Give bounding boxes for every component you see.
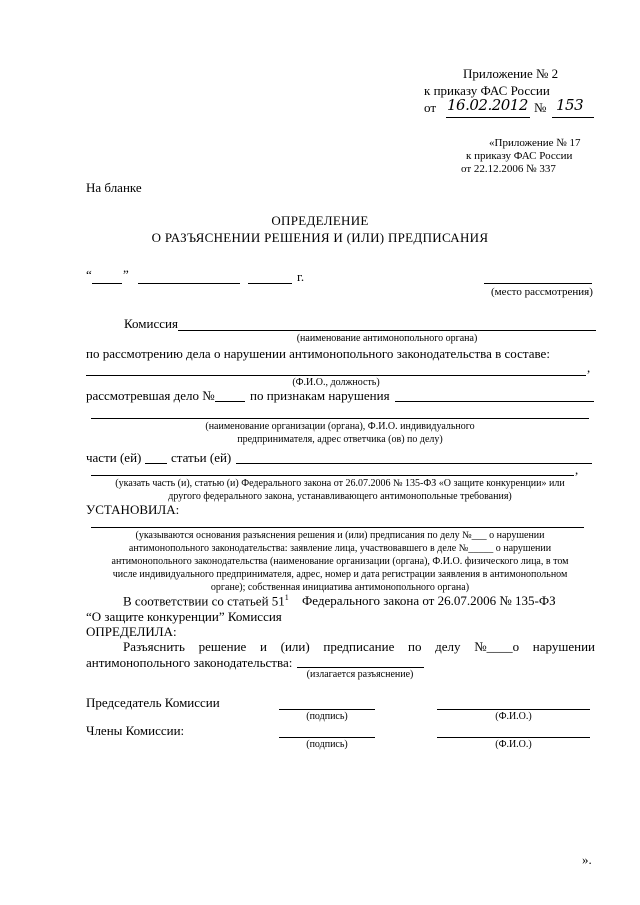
determined-word-8: №____о xyxy=(474,639,520,654)
org-caption-line-2: предпринимателя, адрес ответчика (ов) по делу) xyxy=(237,434,443,445)
established-note-line-1: (указываются основания разъяснения решения и (или) предписания по делу №___ о нарушении xyxy=(135,530,545,541)
determined-line-2: антимонопольного законодательства: xyxy=(86,655,293,670)
document-title: ОПРЕДЕЛЕНИЕ xyxy=(271,213,369,228)
on-letterhead: На бланке xyxy=(86,180,142,195)
chairman-fio-caption: (Ф.И.О.) xyxy=(495,711,532,722)
determined-word-3: и xyxy=(260,639,267,654)
members-blank xyxy=(86,375,586,376)
place-blank xyxy=(484,283,592,284)
established-note-line-5: органе); собственная инициатива антимонопольного органа) xyxy=(210,582,470,593)
appendix-number-underline xyxy=(552,117,594,118)
chairman-signature-blank xyxy=(279,709,375,710)
date-month-blank xyxy=(138,283,240,284)
case-middle: по признакам нарушения xyxy=(250,388,390,403)
fio-position-caption: (Ф.И.О., должность) xyxy=(292,377,380,388)
law-caption-line-1: (указать часть (и), статью (и) Федерального закона от 26.07.2006 № 135-ФЗ «О защите конкуренции» или xyxy=(115,478,565,489)
date-year-blank xyxy=(248,283,292,284)
document-subtitle: О РАЗЪЯСНЕНИИ РЕШЕНИЯ И (ИЛИ) ПРЕДПИСАНИЯ xyxy=(151,230,489,245)
articles-end-comma: , xyxy=(575,462,579,477)
handwritten-number: 153 xyxy=(556,96,584,114)
member-signature-blank xyxy=(279,737,375,738)
appendix-date-underline xyxy=(446,117,530,118)
date-day-blank xyxy=(92,283,122,284)
commission-caption: (наименование антимонопольного органа) xyxy=(296,333,478,344)
determined-line-1 xyxy=(123,639,595,655)
review-text: по рассмотрению дела о нарушении антимонопольного законодательства в составе: xyxy=(86,346,550,361)
accordance-text-end: Федерального закона от 26.07.2006 № 135-ФЗ xyxy=(302,593,556,609)
explanation-caption: (излагается разъяснение) xyxy=(306,669,414,680)
appendix-line-1: Приложение № 2 xyxy=(463,66,559,81)
determined-word-1: Разъяснить xyxy=(123,639,185,654)
closing-mark: ». xyxy=(582,852,592,867)
accordance-line-2: “О защите конкуренции” Комиссия xyxy=(86,609,282,624)
chairman-label: Председатель Комиссии xyxy=(86,695,220,710)
chairman-fio-blank xyxy=(437,709,590,710)
established-note-line-3: антимонопольного законодательства (наименование организации (органа), Ф.И.О. физического лица, в том xyxy=(111,556,569,567)
handwritten-date: 16.02.2012 xyxy=(447,96,528,114)
accordance-line-1 xyxy=(123,593,556,609)
determined-word-6: по xyxy=(408,639,422,654)
determined-heading: ОПРЕДЕЛИЛА: xyxy=(86,624,177,639)
explanation-blank xyxy=(297,667,424,668)
determined-word-2: решение xyxy=(198,639,247,654)
member-sign-caption: (подпись) xyxy=(306,739,348,750)
accordance-text-start: В соответствии со статьей 51 xyxy=(123,593,285,609)
date-quote-open: “ xyxy=(86,267,92,282)
appendix-from: от xyxy=(424,100,437,115)
sub-appendix-line-3: от 22.12.2006 № 337 xyxy=(461,163,556,175)
parts-blank xyxy=(145,463,167,464)
articles-label: статьи (ей) xyxy=(171,450,232,465)
place-caption: (место рассмотрения) xyxy=(491,286,593,298)
chairman-sign-caption: (подпись) xyxy=(306,711,348,722)
sub-appendix-line-1: «Приложение № 17 xyxy=(489,137,581,149)
established-note-line-4: числе индивидуального предпринимателя, адрес, номер и дата регистрации заявления в антимонопольном xyxy=(112,569,568,580)
determined-word-5: предписание xyxy=(323,639,395,654)
established-heading: УСТАНОВИЛА: xyxy=(86,502,180,517)
established-note-line-2: антимонопольного законодательства: заявление лица, участвовавшего в деле №_____ о нарушении xyxy=(128,543,552,554)
appendix-line-2: к приказу ФАС России xyxy=(424,83,550,98)
appendix-number-label: № xyxy=(534,100,547,115)
date-quote-close: ” xyxy=(123,267,129,282)
commission-name-blank xyxy=(178,330,596,331)
parts-label: части (ей) xyxy=(86,450,142,465)
org-caption-line-1: (наименование организации (органа), Ф.И.О. индивидуального xyxy=(205,421,475,432)
established-blank xyxy=(91,527,584,528)
date-year-suffix: г. xyxy=(297,269,305,284)
appendix-line-3 xyxy=(424,100,436,116)
member-fio-blank xyxy=(437,737,590,738)
articles-blank-1 xyxy=(236,463,592,464)
violation-blank-2 xyxy=(91,418,589,419)
determined-word-9: нарушении xyxy=(532,639,595,654)
case-prefix: рассмотревшая дело № xyxy=(86,388,215,403)
case-number-blank xyxy=(215,401,245,402)
determined-word-7: делу xyxy=(435,639,461,654)
commission-label: Комиссия xyxy=(124,316,178,331)
accordance-superscript: 1 xyxy=(284,593,289,602)
articles-blank-2 xyxy=(91,475,574,476)
members-end-comma: , xyxy=(587,360,591,375)
determined-word-4: (или) xyxy=(280,639,310,654)
sub-appendix-line-2: к приказу ФАС России xyxy=(466,150,573,162)
law-caption-line-2: другого федерального закона, устанавливающего антимонопольные требования) xyxy=(168,491,512,502)
member-fio-caption: (Ф.И.О.) xyxy=(495,739,532,750)
members-label: Члены Комиссии: xyxy=(86,723,185,738)
violation-blank-1 xyxy=(395,401,594,402)
